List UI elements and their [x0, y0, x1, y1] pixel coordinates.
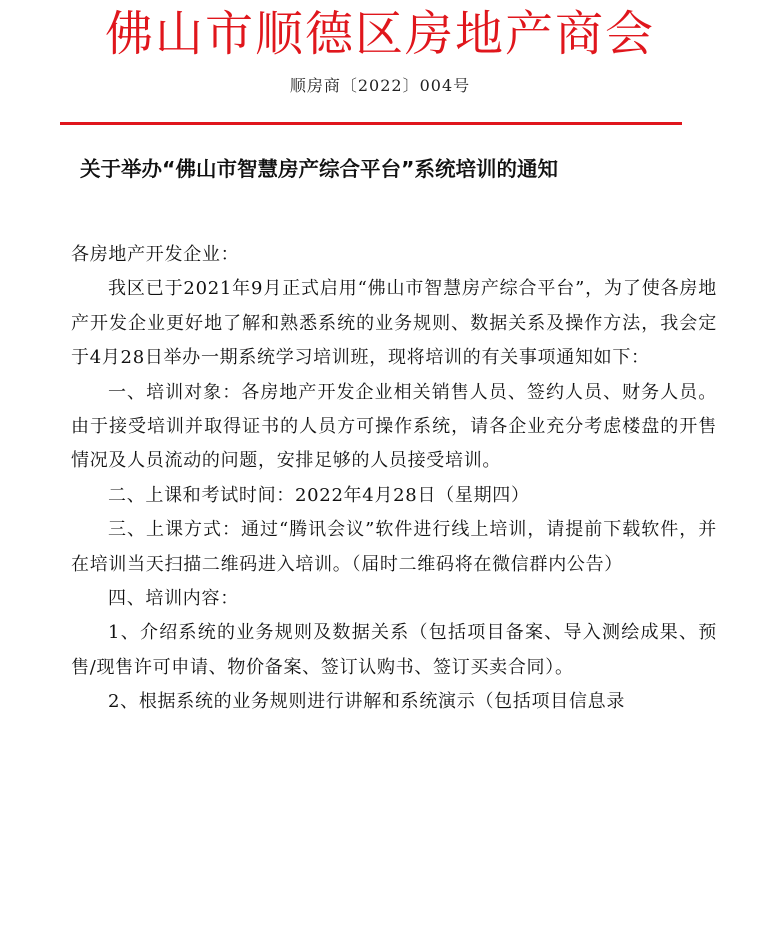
- notice-title: 关于举办“佛山市智慧房产综合平台”系统培训的通知: [80, 157, 558, 181]
- header-divider: [60, 122, 682, 125]
- paragraph-class-time: 二、上课和考试时间：2022年4月28日（星期四）: [108, 484, 530, 506]
- paragraph-training-target: 一、培训对象：各房地产开发企业相关销售人员、签约人员、财务人员。由于接受培训并取得证书的人员方可操作系统，请各企业充分考虑楼盘的开售情况及人员流动的问题，安排足够的人员接受培训。: [71, 381, 717, 472]
- document-number: 顺房商〔2022〕004号: [289, 76, 471, 95]
- paragraph-content-heading: 四、培训内容：: [108, 588, 239, 610]
- paragraph-content-item-1: 1、介绍系统的业务规则及数据关系（包括项目备案、导入测绘成果、预售/现售许可申请、物价备案、签订认购书、签订买卖合同）。: [71, 622, 717, 678]
- issuing-organization-header: 佛山市顺德区房地产商会: [104, 6, 655, 62]
- paragraph-class-method: 三、上课方式：通过“腾讯会议”软件进行线上培训，请提前下载软件，并在培训当天扫描二维码进入培训。（届时二维码将在微信群内公告）: [71, 519, 717, 575]
- paragraph-intro: 我区已于2021年9月正式启用“佛山市智慧房产综合平台”，为了使各房地产开发企业更好地了解和熟悉系统的业务规则、数据关系及操作方法，我会定于4月28日举办一期系统学习培训班，现将培训的有关事项通知如下：: [71, 278, 717, 369]
- paragraph-content-item-2: 2、根据系统的业务规则进行讲解和系统演示（包括项目信息录: [108, 691, 626, 713]
- salutation: 各房地产开发企业：: [71, 244, 240, 265]
- notice-body: [71, 238, 717, 720]
